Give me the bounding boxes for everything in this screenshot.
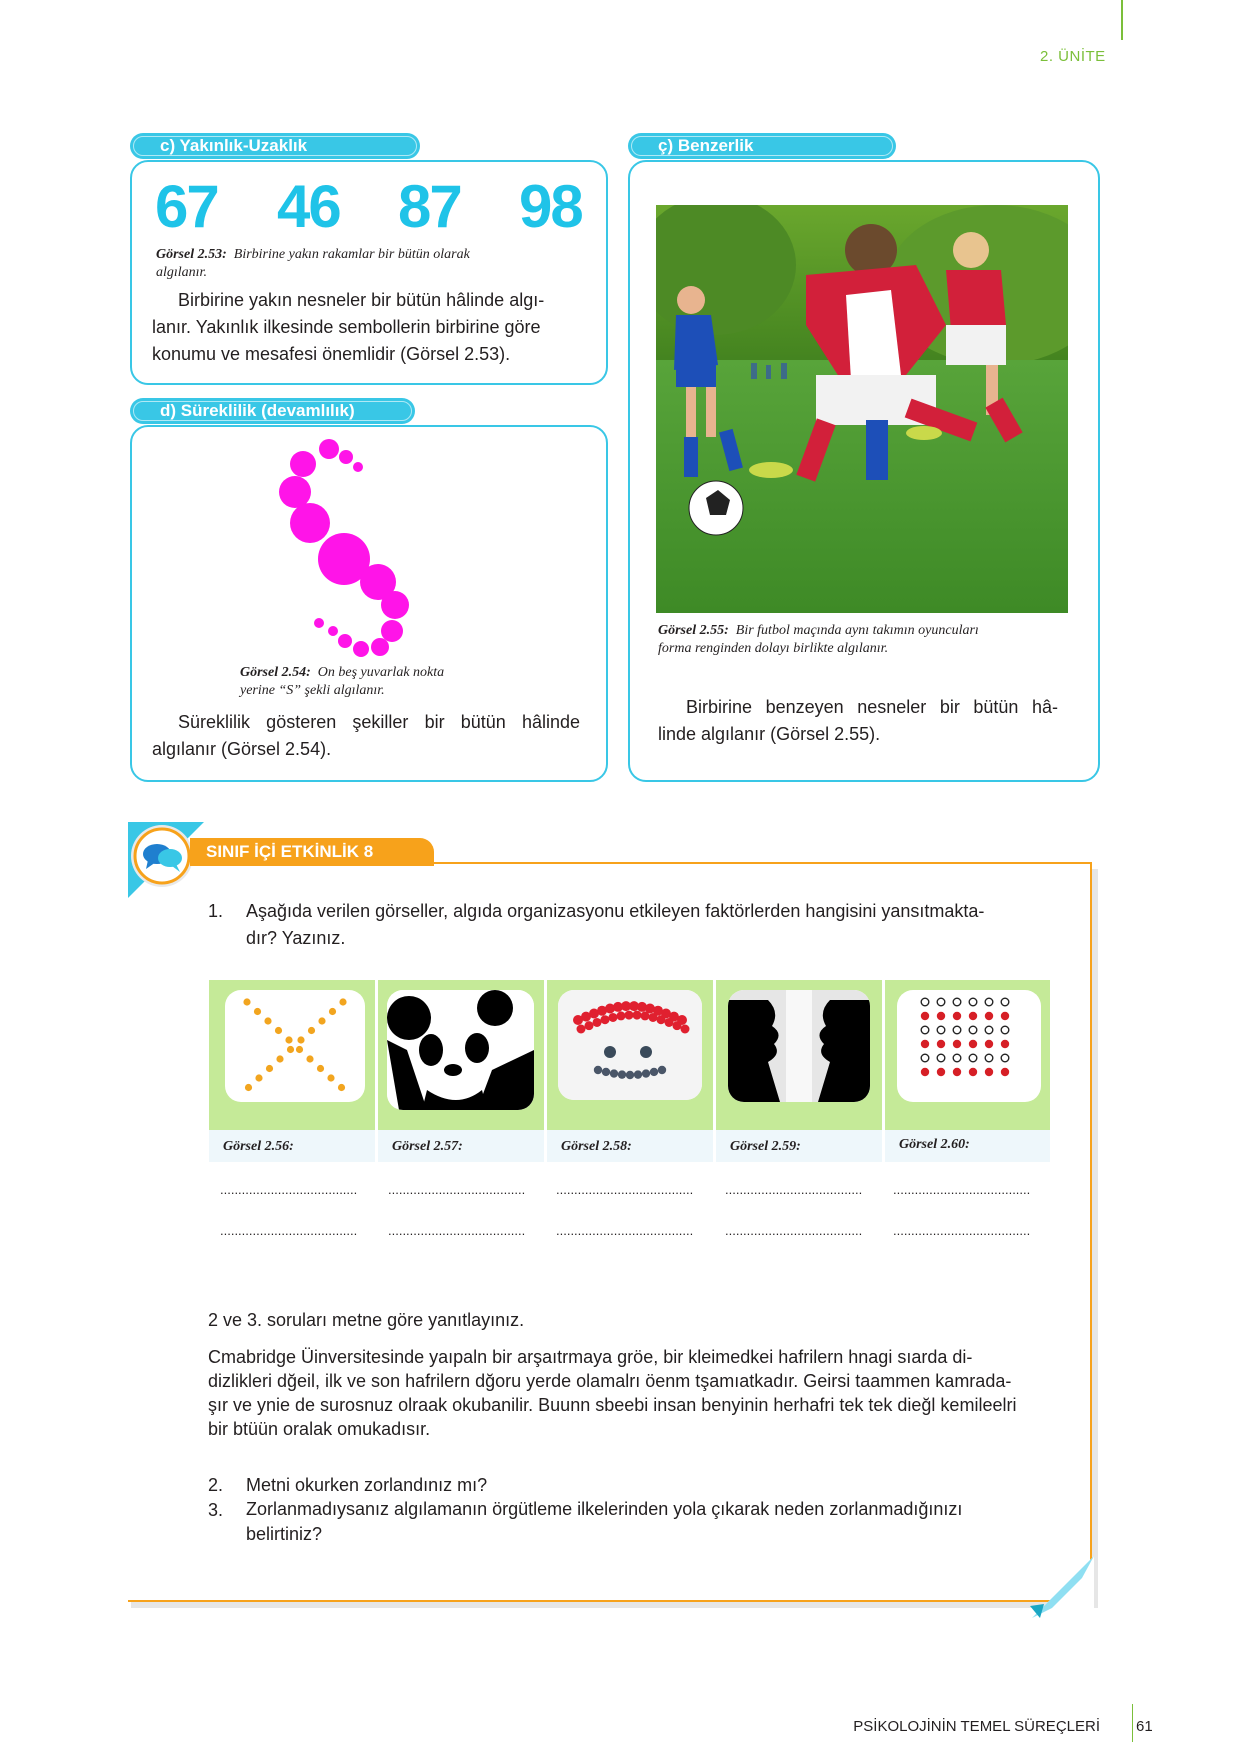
s-dot	[381, 620, 403, 642]
q1-line: dır? Yazınız.	[246, 928, 346, 948]
pattern-dot	[634, 1070, 642, 1078]
caption-label: Görsel 2.53:	[156, 247, 227, 262]
number-2: 46	[277, 173, 340, 240]
answer-line[interactable]: ......................................	[556, 1223, 694, 1238]
pattern-dot	[969, 1054, 977, 1062]
pattern-dot	[642, 1069, 650, 1077]
pattern-dot	[577, 1025, 586, 1034]
q1-number: 1.	[208, 901, 224, 921]
pattern-dot	[285, 1036, 292, 1043]
pattern-dot	[953, 1026, 961, 1034]
pattern-dot	[921, 1068, 929, 1076]
pattern-dot	[626, 1071, 634, 1079]
page-corner-fold	[1030, 1556, 1094, 1618]
caption-label: Görsel 2.60:	[899, 1137, 970, 1152]
s-dot	[290, 503, 330, 543]
pattern-dot	[275, 1027, 282, 1034]
paragraph-line: şır ve ynie de surosnuz olraak okubanilir. Buunn sbeebi insan benyinin herhafri tek tek dieğl kemileelri	[208, 1395, 1017, 1415]
scrambled-paragraph	[208, 1345, 1054, 1441]
pattern-dot	[306, 1055, 313, 1062]
instruction-text: 2 ve 3. soruları metne göre yanıtlayınız.	[208, 1310, 525, 1330]
grid-caption	[209, 1130, 375, 1162]
pattern-dot	[969, 1012, 977, 1020]
s-dot	[279, 476, 311, 508]
q3-line: belirtiniz?	[246, 1524, 323, 1544]
pattern-dot	[594, 1066, 602, 1074]
pattern-dot	[921, 1026, 929, 1034]
s-dot	[353, 641, 369, 657]
pattern-dot	[985, 998, 993, 1006]
pattern-dot	[610, 1069, 618, 1077]
pattern-dot	[650, 1068, 658, 1076]
pattern-dot	[969, 1068, 977, 1076]
pattern-dot	[921, 998, 929, 1006]
pattern-dot	[921, 1054, 929, 1062]
pattern-dot	[338, 1084, 345, 1091]
paragraph-line: Cmabridge Üinversitesinde yaıpaln bir arşaıtrmaya gröe, bir kleimedkei hafrilern hnagi sıarda di-	[208, 1347, 973, 1367]
q3-text	[246, 1497, 1046, 1547]
s-shape-dots	[270, 435, 440, 660]
pattern-dot	[609, 1013, 618, 1022]
pattern-dot	[921, 1040, 929, 1048]
paragraph-line: bir btüün oralak omukadısır.	[208, 1419, 431, 1439]
grid-caption	[716, 1130, 882, 1162]
answer-line[interactable]: ......................................	[220, 1182, 358, 1197]
pattern-dot	[601, 1015, 610, 1024]
pattern-dot	[937, 998, 945, 1006]
pattern-dot	[602, 1068, 610, 1076]
section-c-title: c) Yakınlık-Uzaklık	[130, 133, 420, 159]
section-d-title: d) Süreklilik (devamlılık)	[130, 398, 415, 424]
caption-text-2: yerine “S” şekli algılanır.	[240, 683, 385, 698]
pattern-dot	[1001, 1026, 1009, 1034]
caption-text-2: algılanır.	[156, 265, 207, 280]
pattern-dot	[633, 1011, 642, 1020]
section-cc-body	[658, 694, 1058, 748]
pattern-dot	[296, 1046, 303, 1053]
pattern-dot	[985, 1054, 993, 1062]
image-2-57-panda	[387, 990, 534, 1110]
pattern-dot	[585, 1021, 594, 1030]
pattern-dot	[1001, 998, 1009, 1006]
pattern-dot	[953, 1040, 961, 1048]
pattern-dot	[245, 1084, 252, 1091]
header-rule	[1121, 0, 1123, 40]
q2-text: Metni okurken zorlandınız mı?	[246, 1475, 488, 1495]
football-photo	[656, 205, 1068, 613]
answer-line[interactable]: ......................................	[388, 1182, 526, 1197]
grid-caption	[547, 1130, 713, 1162]
answer-line[interactable]: ......................................	[893, 1223, 1031, 1238]
pattern-dot	[617, 1011, 626, 1020]
s-dot	[338, 634, 352, 648]
pattern-dot	[985, 1026, 993, 1034]
pattern-dot	[308, 1027, 315, 1034]
caption-text: Bir futbol maçında aynı takımın oyuncuları	[735, 623, 979, 638]
s-dot	[371, 638, 389, 656]
q1-text	[246, 898, 1066, 952]
pattern-dot	[318, 1017, 325, 1024]
image-2-56-x-pattern	[225, 990, 365, 1102]
pattern-dot	[953, 998, 961, 1006]
s-dot	[381, 591, 409, 619]
pattern-dot	[254, 1008, 261, 1015]
s-dot	[319, 439, 339, 459]
pattern-dot	[593, 1018, 602, 1027]
s-dot	[353, 462, 363, 472]
pattern-dot	[681, 1025, 690, 1034]
answer-line[interactable]: ......................................	[725, 1223, 863, 1238]
pattern-dot	[969, 1040, 977, 1048]
body-line: linde algılanır (Görsel 2.55).	[658, 724, 881, 744]
pattern-dot	[317, 1065, 324, 1072]
pattern-dot	[658, 1066, 666, 1074]
page-number: 61	[1136, 1718, 1153, 1735]
pattern-dot	[339, 998, 346, 1005]
pattern-dot	[985, 1068, 993, 1076]
pattern-dot	[276, 1055, 283, 1062]
q2-number: 2.	[208, 1475, 224, 1495]
pattern-dot	[937, 1012, 945, 1020]
caption-2-54	[240, 664, 540, 700]
caption-label: Görsel 2.58:	[561, 1139, 632, 1154]
pattern-dot	[937, 1054, 945, 1062]
pattern-dot	[264, 1017, 271, 1024]
s-dot	[339, 450, 353, 464]
pattern-dot	[677, 1015, 687, 1025]
q1-line: Aşağıda verilen görseller, algıda organizasyonu etkileyen faktörlerden hangisini yansıtmakta-	[246, 901, 985, 921]
pattern-dot	[1001, 1054, 1009, 1062]
pattern-dot	[969, 1026, 977, 1034]
s-dot	[290, 451, 316, 477]
caption-2-55	[658, 622, 1078, 658]
caption-label: Görsel 2.55:	[658, 623, 729, 638]
grid-caption	[378, 1130, 544, 1162]
pattern-dot	[969, 998, 977, 1006]
pattern-dot	[937, 1026, 945, 1034]
caption-text-2: forma renginden dolayı birlikte algılanır.	[658, 641, 889, 656]
answer-line[interactable]: ......................................	[893, 1182, 1031, 1197]
footer-title: PSİKOLOJİNİN TEMEL SÜREÇLERİ	[853, 1718, 1100, 1735]
body-line: algılanır (Görsel 2.54).	[152, 739, 332, 759]
answer-line[interactable]: ......................................	[556, 1182, 694, 1197]
body-line: lanır. Yakınlık ilkesinde sembollerin birbirine göre	[152, 317, 541, 337]
pattern-dot	[329, 1008, 336, 1015]
grid-caption	[885, 1130, 1050, 1162]
body-line: Birbirine benzeyen nesneler bir bütün hâ-	[686, 697, 1058, 717]
pattern-dot	[953, 1012, 961, 1020]
s-dot	[314, 618, 324, 628]
pattern-dot	[618, 1070, 626, 1078]
answer-line[interactable]: ......................................	[725, 1182, 863, 1197]
body-line: konumu ve mesafesi önemlidir (Görsel 2.53).	[152, 344, 511, 364]
caption-label: Görsel 2.56:	[223, 1139, 294, 1154]
pattern-dot	[985, 1040, 993, 1048]
body-line: Süreklilik gösteren şekiller bir bütün hâlinde	[178, 712, 580, 732]
section-c-body	[152, 287, 592, 368]
pattern-dot	[937, 1068, 945, 1076]
pattern-dot	[953, 1054, 961, 1062]
pattern-dot	[1001, 1012, 1009, 1020]
caption-text: On beş yuvarlak nokta	[317, 665, 445, 680]
answer-line[interactable]: ......................................	[388, 1223, 526, 1238]
answer-line[interactable]: ......................................	[220, 1223, 358, 1238]
caption-label: Görsel 2.59:	[730, 1139, 801, 1154]
number-row	[155, 172, 595, 242]
q3-number: 3.	[208, 1500, 224, 1520]
number-1: 67	[155, 173, 218, 240]
pattern-dot	[266, 1065, 273, 1072]
image-2-60-dot-rows	[897, 990, 1041, 1102]
image-2-58-bead-face	[558, 990, 702, 1100]
caption-2-53	[156, 246, 596, 282]
body-line: Birbirine yakın nesneler bir bütün hâlinde algı-	[178, 290, 545, 310]
q3-line: Zorlanmadıysanız algılamanın örgütleme ilkelerinden yola çıkarak neden zorlanmadığınızı	[246, 1499, 963, 1519]
caption-text: Birbirine yakın rakamlar bir bütün olarak	[233, 247, 470, 262]
pattern-dot	[1001, 1040, 1009, 1048]
pattern-dot	[255, 1074, 262, 1081]
pattern-dot	[297, 1036, 304, 1043]
pattern-dot	[327, 1074, 334, 1081]
section-d-body	[152, 709, 580, 763]
number-4: 98	[519, 173, 582, 240]
s-dot	[328, 626, 338, 636]
caption-label: Görsel 2.54:	[240, 665, 311, 680]
pattern-dot	[921, 1012, 929, 1020]
pattern-dot	[243, 998, 250, 1005]
caption-label: Görsel 2.57:	[392, 1139, 463, 1154]
pattern-dot	[953, 1068, 961, 1076]
section-cc-title: ç) Benzerlik	[628, 133, 896, 159]
activity-title: SINIF İÇİ ETKİNLİK 8	[190, 838, 434, 866]
pattern-dot	[937, 1040, 945, 1048]
unit-label: 2. ÜNİTE	[1040, 48, 1106, 65]
pattern-dot	[985, 1012, 993, 1020]
pattern-dot	[287, 1046, 294, 1053]
paragraph-line: dizlikleri dğeil, ilk ve son hafrilern dğoru yerde olamalrı öenm tşamıatkadır. Geirsi taammen kamrada-	[208, 1371, 1012, 1391]
pattern-dot	[625, 1011, 634, 1020]
pattern-dot	[1001, 1068, 1009, 1076]
image-2-59-vase-faces	[728, 990, 870, 1102]
number-3: 87	[398, 173, 461, 240]
footer-rule	[1132, 1704, 1133, 1742]
